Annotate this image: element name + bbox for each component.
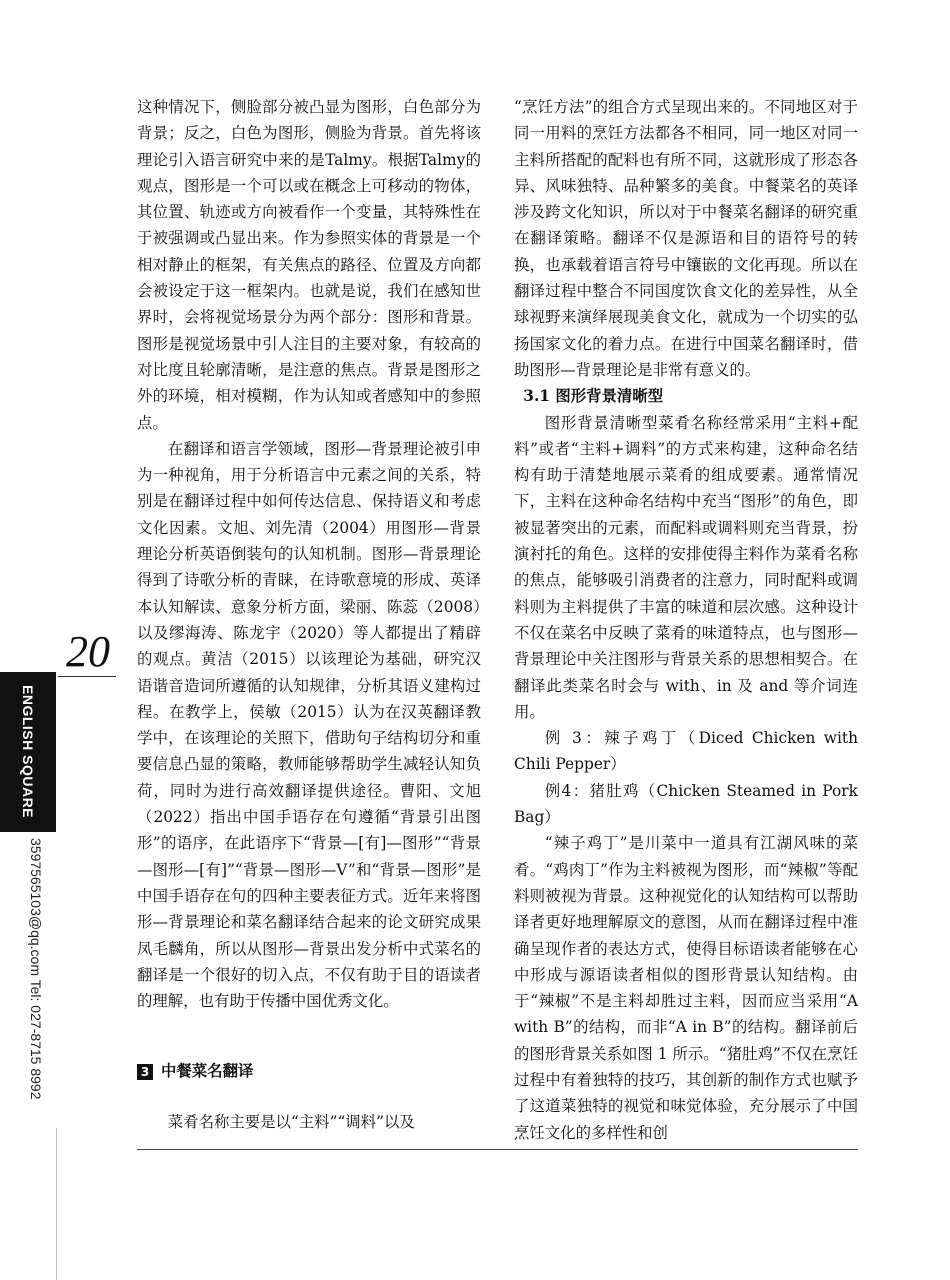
paragraph: “烹饪方法”的组合方式呈现出来的。不同地区对于同一用料的烹饪方法都各不相同，同一地区对同一主料所搭配的配料也有所不同，这就形成了形态各异、风味独特、品种繁多的美食。中餐菜名的英译涉及跨文化知识，所以对于中餐菜名翻译的研究重在翻译策略。翻译不仅是源语和目的语符号的转换，也承载着语言符号中镶嵌的文化再现。所以在翻译过程中整合不同国度饮食文化的差异性，从全球视野来演绎展现美食文化，就成为一个切实的弘扬国家文化的着力点。在进行中国菜名翻译时，借助图形—背景理论是非常有意义的。 xyxy=(514,98,858,379)
journal-name: ENGLISH SQUARE xyxy=(20,685,36,819)
subsection-heading: 3.1 图形背景清晰型 xyxy=(523,387,664,406)
section-heading xyxy=(137,1058,481,1084)
paragraph: “辣子鸡丁”是川菜中一道具有江湖风味的菜肴。“鸡肉丁”作为主料被视为图形，而“辣椒”等配料则被视为背景。这种视觉化的认知结构可以帮助译者更好地理解原文的意图，从而在翻译过程中准确呈现作者的表达方式，使得目标语读者能够在心中形成与源语读者相似的图形背景认知结构。由于“辣椒”不是主料却胜过主料，因而应当采用“A with B”的结构，而非“A in B”的结构。翻译前后的图形背景关系如图 1 所示。“猪肚鸡”不仅在烹饪过程中有着独特的技巧，其创新的制作方式也赋予了这道菜独特的视觉和味觉体验，充分展示了中国烹饪文化的多样性和创 xyxy=(514,834,858,1142)
paragraph: 菜肴名称主要是以“主料”“调料”以及 xyxy=(167,1112,415,1131)
section-title: 中餐菜名翻译 xyxy=(161,1062,254,1081)
contact-info: 3597565103@qq.com Tel: 027-8715 8992 xyxy=(28,838,44,1100)
example: 例4：猪肚鸡（Chicken Steamed in Pork Bag） xyxy=(514,781,858,827)
example: 例 3：辣子鸡丁（Diced Chicken with Chili Pepper） xyxy=(514,729,858,774)
margin-line xyxy=(56,1128,57,1280)
journal-side-tab xyxy=(0,672,56,832)
paragraph: 这种情况下，侧脸部分被凸显为图形，白色部分为背景；反之，白色为图形，侧脸为背景。首先将该理论引入语言研究中来的是Talmy。根据Talmy的观点，图形是一个可以或在概念上可移动的物体，其位置、轨迹或方向被看作一个变量，其特殊性在于被强调或凸显出来。作为参照实体的背景是一个相对静止的框架，有关焦点的路径、位置及方向都会被设定于这一框架内。也就是说，我们在感知世界时，会将视觉场景分为两个部分：图形和背景。图形是视觉场景中引人注目的主要对象，有较高的对比度且轮廓清晰，是注意的焦点。背景是图形之外的环境，相对模糊，作为认知或者感知中的参照点。 xyxy=(137,98,481,432)
paragraph: 图形背景清晰型菜肴名称经常采用“主料+配料”或者“主料+调料”的方式来构建，这种命名结构有助于清楚地展示菜肴的组成要素。通常情况下，主料在这种命名结构中充当“图形”的角色，即被显著突出的元素，而配料或调料则充当背景，扮演衬托的角色。这样的安排使得主料作为菜肴名称的焦点，能够吸引消费者的注意力，同时配料或调料则为主料提供了丰富的味道和层次感。这种设计不仅在菜名中反映了菜肴的味道特点，也与图形—背景理论中关注图形与背景关系的思想相契合。在翻译此类菜名时会与 with、in 及 and 等介词连用。 xyxy=(514,413,858,721)
right-column xyxy=(514,94,858,1146)
paragraph: 在翻译和语言学领域，图形—背景理论被引申为一种视角，用于分析语言中元素之间的关系，特别是在翻译过程中如何传达信息、保持语义和考虑文化因素。文旭、刘先清（2004）用图形—背景理论分析英语倒装句的认知机制。图形—背景理论得到了诗歌分析的青睐，在诗歌意境的形成、英译本认知解读、意象分析方面，梁丽、陈蕊（2008）以及缪海涛、陈龙宇（2020）等人都提出了精辟的观点。黄洁（2015）以该理论为基础，研究汉语谐音造词所遵循的认知规律，分析其语义建构过程。在教学上，侯敏（2015）认为在汉英翻译教学中，在该理论的关照下，借助句子结构切分和重要信息凸显的策略，教师能够帮助学生减轻认知负荷，同时为进行高效翻译提供途径。曹阳、文旭（2022）指出中国手语存在句遵循“背景引出图形”的语序，在此语序下“背景—[有]—图形”“背景—图形—[有]”“背景—图形—V”和“背景—图形”是中国手语存在句的四种主要表征方式。近年来将图形—背景理论和菜名翻译结合起来的论文研究成果凤毛麟角，所以从图形—背景出发分析中式菜名的翻译是一个很好的切入点，不仅有助于目的语读者的理解，也有助于传播中国优秀文化。 xyxy=(137,439,481,1011)
bottom-rule xyxy=(137,1149,858,1150)
page-number-rule xyxy=(58,676,116,677)
left-column xyxy=(137,94,481,1135)
page-number: 20 xyxy=(66,627,110,676)
section-number: 3 xyxy=(137,1064,153,1080)
